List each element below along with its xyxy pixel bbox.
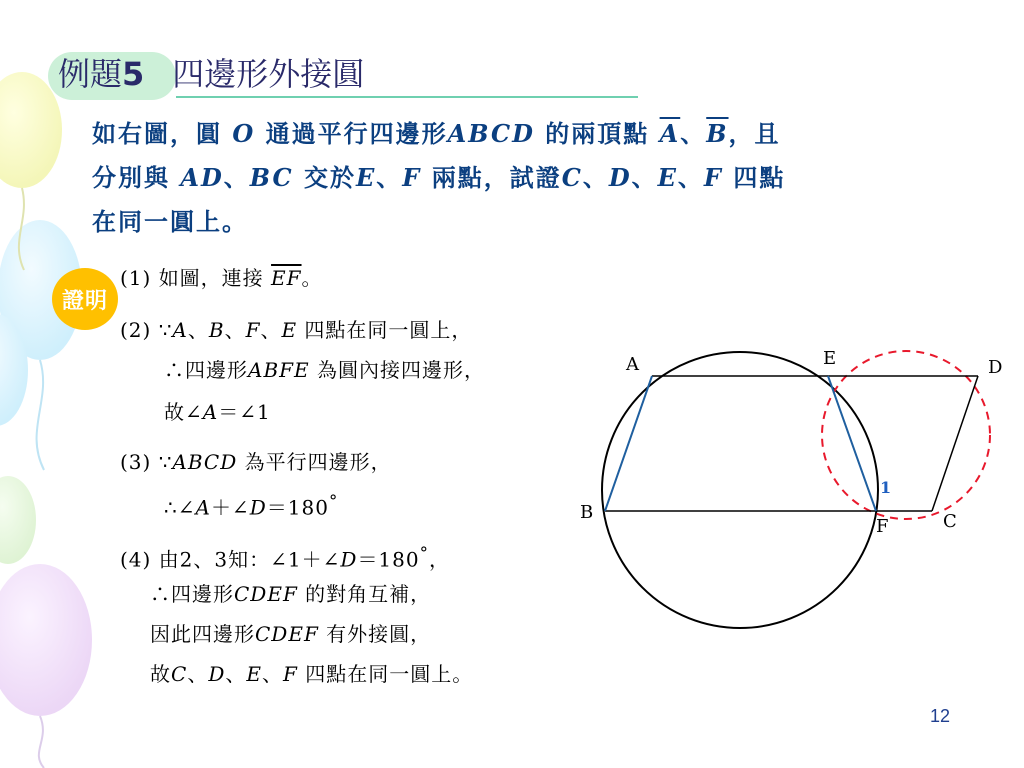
problem-statement xyxy=(92,112,952,244)
proof-step-4-line-3: 因此四邊形CDEF 有外接圓， xyxy=(150,622,432,646)
geometry-figure xyxy=(570,330,1010,630)
page-number: 12 xyxy=(930,706,951,726)
problem-line-2: 分別與 AD、BC 交於E、F 兩點，試證C、D、E、F 四點 xyxy=(92,163,786,192)
proof-step-3-line-1: (3) ∵ABCD 為平行四邊形， xyxy=(120,450,392,474)
label-d: D xyxy=(988,357,1003,378)
problem-line-1: 如右圖，圓 O 通過平行四邊形ABCD 的兩頂點 $\overline{A}$、$\overline{B}$，且 xyxy=(92,119,781,148)
label-c: C xyxy=(943,511,957,532)
title-underline xyxy=(176,96,638,98)
label-f: F xyxy=(876,516,889,537)
segment-ab xyxy=(605,376,652,511)
proof-step-4-line-1: (4) 由2、3知：∠1＋∠D＝180°， xyxy=(120,544,450,572)
segment-ef xyxy=(828,376,876,511)
title-prefix: 例題 xyxy=(58,55,123,93)
proof-step-4-line-2: ∴四邊形CDEF 的對角互補， xyxy=(150,582,432,606)
proof-step-3-line-2: ∴∠A＋∠D＝180° xyxy=(164,492,339,520)
problem-line-3: 在同一圓上。 xyxy=(92,207,248,236)
title-main: 四邊形外接圓 xyxy=(172,55,365,93)
proof-step-2-line-3: 故∠A＝∠1 xyxy=(164,400,271,424)
title-text xyxy=(58,54,364,94)
proof-step-1: (1) 如圖，連接 $\overline{EF}$。 xyxy=(120,266,323,290)
label-a: A xyxy=(626,354,639,375)
label-b: B xyxy=(580,502,594,523)
label-e: E xyxy=(823,348,837,369)
proof-step-2-line-2: ∴四邊形ABFE 為圓內接四邊形， xyxy=(164,358,485,382)
title-number: 5 xyxy=(122,55,145,93)
circle-o xyxy=(602,352,878,628)
slide-title xyxy=(48,40,608,104)
angle-1-label: 1 xyxy=(880,478,892,497)
proof-badge: 證明 xyxy=(52,268,118,330)
segment-cd xyxy=(932,376,978,511)
proof-step-2-line-1: (2) ∵A、B、F、E 四點在同一圓上， xyxy=(120,318,473,342)
proof-step-4-line-4: 故C、D、E、F 四點在同一圓上。 xyxy=(150,662,474,686)
